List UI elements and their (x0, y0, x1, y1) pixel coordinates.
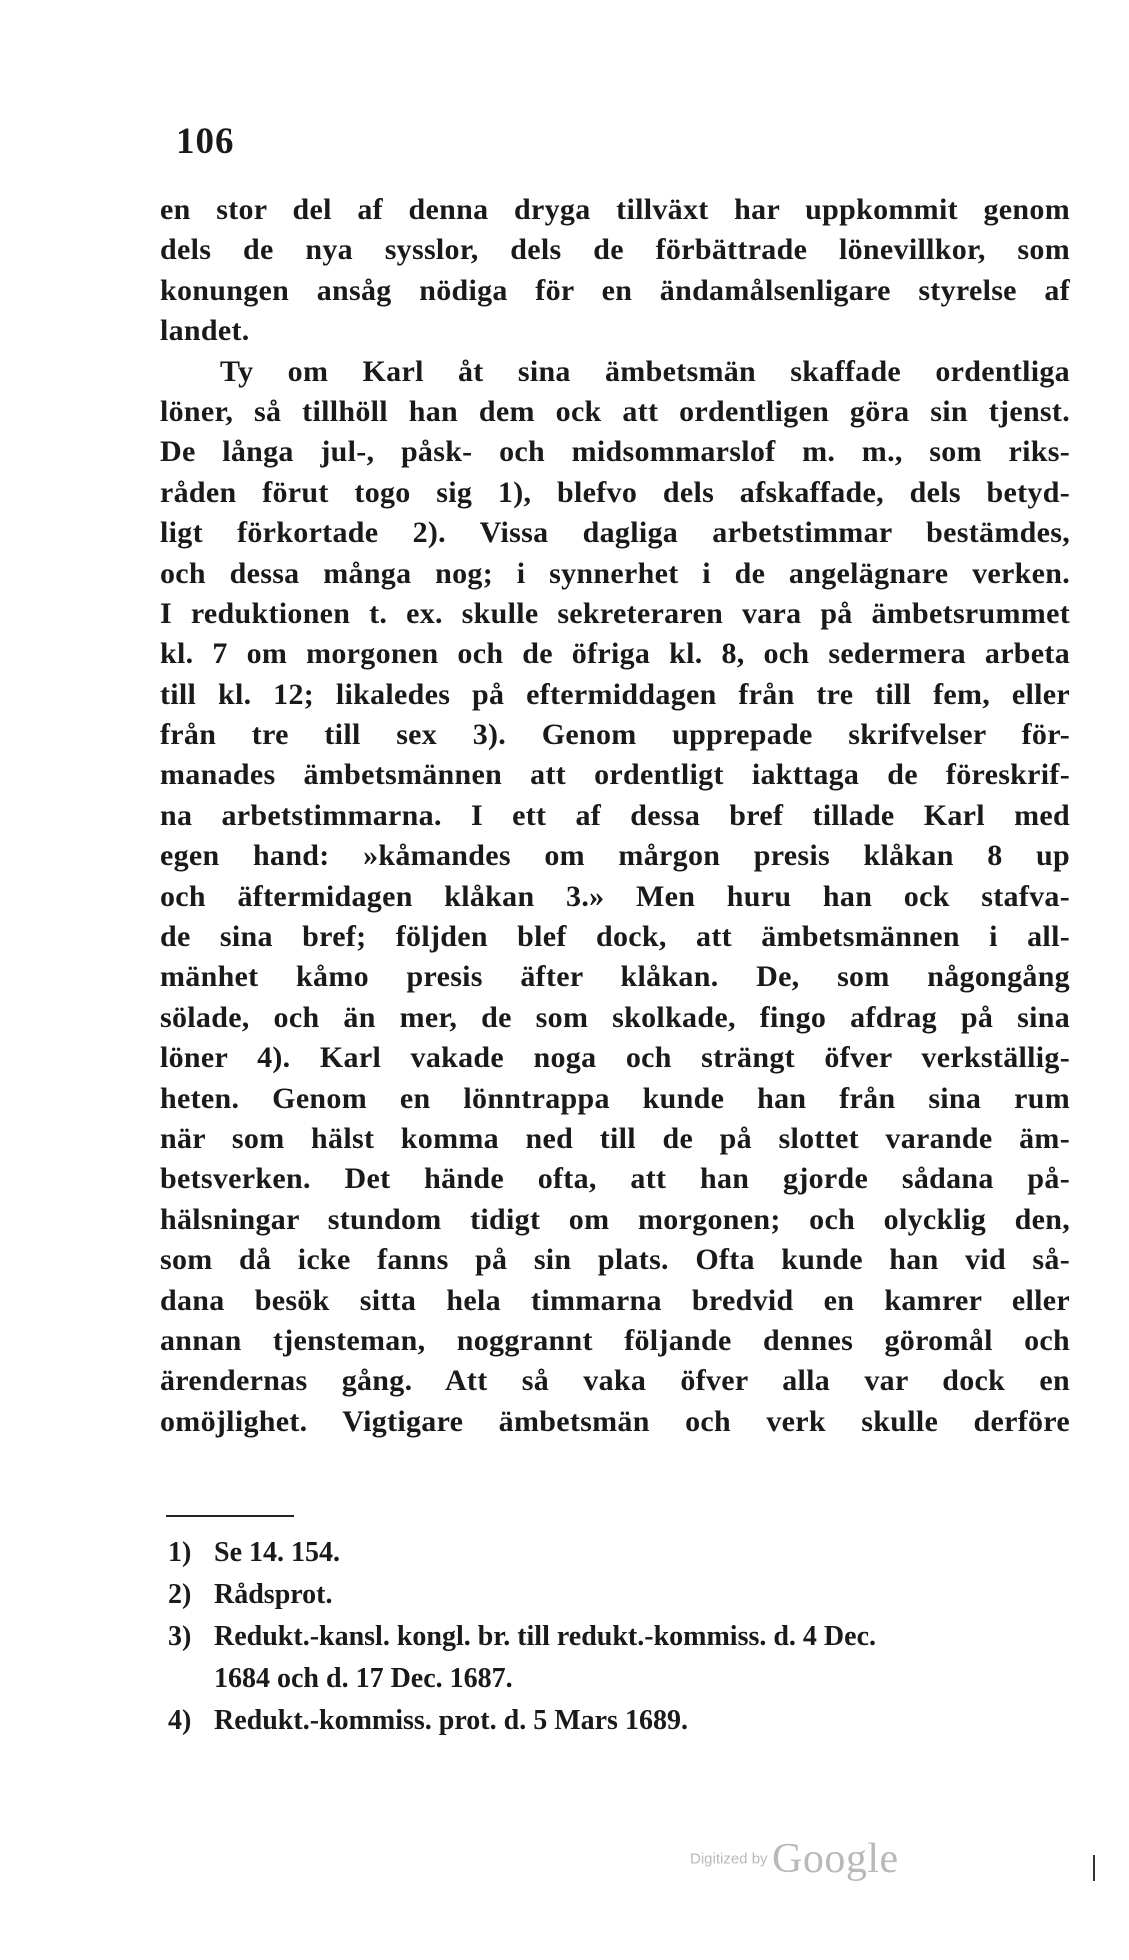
footnote-continuation (168, 1658, 1068, 1700)
text-line: omöjlighet. Vigtigare ämbetsmän och verk skulle derföre (160, 1404, 1070, 1438)
footnote-marker: 1) (168, 1537, 192, 1568)
text-line: ligt förkortade 2). Vissa dagliga arbetstimmar bestämdes, (160, 516, 1070, 550)
watermark-prefix: Digitized by (690, 1850, 768, 1868)
text-line: betsverken. Det hände ofta, att han gjorde sådana på- (160, 1162, 1070, 1196)
text-line: manades ämbetsmännen att ordentligt iakttaga de föreskrif- (160, 758, 1070, 792)
digitized-watermark (690, 1835, 899, 1883)
text-line: I reduktionen t. ex. skulle sekreteraren vara på ämbetsrummet (160, 596, 1070, 630)
footnote-marker: 4) (168, 1705, 192, 1736)
footnote-text: 1684 och d. 17 Dec. 1687. (214, 1663, 513, 1694)
text-line: löner, så tillhöll han dem ock att ordentligen göra sin tjenst. (160, 394, 1070, 428)
footnote (168, 1700, 1068, 1742)
text-line: sölade, och än mer, de som skolkade, fingo afdrag på sina (160, 1000, 1070, 1034)
footnote-text: Redukt.-kansl. kongl. br. till redukt.-kommiss. d. 4 Dec. (214, 1621, 877, 1652)
page-edge-mark (1093, 1855, 1095, 1881)
text-line: en stor del af denna dryga tillväxt har uppkommit genom (160, 193, 1070, 226)
text-line: och äftermidagen klåkan 3.» Men huru han ock stafva- (160, 879, 1070, 913)
footnote (168, 1616, 1068, 1658)
footnotes (168, 1532, 1068, 1742)
text-line: mänhet kåmo presis äfter klåkan. De, som någongång (160, 960, 1070, 994)
google-logo: Google (772, 1836, 899, 1882)
text-line: dana besök sitta hela timmarna bredvid en kamrer eller (160, 1283, 1070, 1317)
text-line: till kl. 12; likaledes på eftermiddagen från tre till fem, eller (160, 677, 1070, 711)
text-line: Ty om Karl åt sina ämbetsmän skaffade ordentliga (220, 354, 1070, 388)
footnote-text: Rådsprot. (214, 1579, 333, 1610)
text-line: annan tjensteman, noggrannt följande dennes göromål och (160, 1323, 1070, 1357)
footnote-text: Se 14. 154. (214, 1537, 340, 1568)
text-line: na arbetstimmarna. I ett af dessa bref tillade Karl med (160, 798, 1070, 832)
text-line: De långa jul-, påsk- och midsommarslof m. m., som riks- (160, 435, 1070, 469)
text-line: heten. Genom en lönntrappa kunde han från sina rum (160, 1081, 1070, 1115)
footnote-text: Redukt.-kommiss. prot. d. 5 Mars 1689. (214, 1705, 688, 1736)
text-line: från tre till sex 3). Genom upprepade skrifvelser för- (160, 718, 1070, 752)
text-line: dels de nya sysslor, dels de förbättrade lönevillkor, som (160, 233, 1070, 267)
footnote-divider (166, 1515, 294, 1517)
footnote-marker: 2) (168, 1579, 192, 1610)
text-line: när som hälst komma ned till de på slottet varande äm- (160, 1121, 1070, 1155)
footnote (168, 1532, 1068, 1574)
text-line: ärendernas gång. Att så vaka öfver alla var dock en (160, 1364, 1070, 1398)
text-line: hälsningar stundom tidigt om morgonen; och olycklig den, (160, 1202, 1070, 1236)
text-line: och dessa många nog; i synnerhet i de angelägnare verken. (160, 556, 1070, 590)
footnote (168, 1574, 1068, 1616)
page-number: 106 (176, 121, 235, 162)
text-line: de sina bref; följden blef dock, att ämbetsmännen i all- (160, 920, 1070, 954)
text-line: löner 4). Karl vakade noga och strängt öfver verkställig- (160, 1041, 1070, 1075)
text-line: egen hand: »kåmandes om mårgon presis klåkan 8 up (160, 839, 1070, 873)
footnote-marker: 3) (168, 1621, 192, 1652)
text-line: som då icke fanns på sin plats. Ofta kunde han vid så- (160, 1243, 1070, 1277)
text-line: konungen ansåg nödiga för en ändamålsenligare styrelse af (160, 273, 1070, 307)
body-text (160, 190, 1070, 1442)
text-line: råden förut togo sig 1), blefvo dels afskaffade, dels betyd- (160, 475, 1070, 509)
text-line: kl. 7 om morgonen och de öfriga kl. 8, och sedermera arbeta (160, 637, 1070, 671)
text-line: landet. (160, 314, 250, 348)
